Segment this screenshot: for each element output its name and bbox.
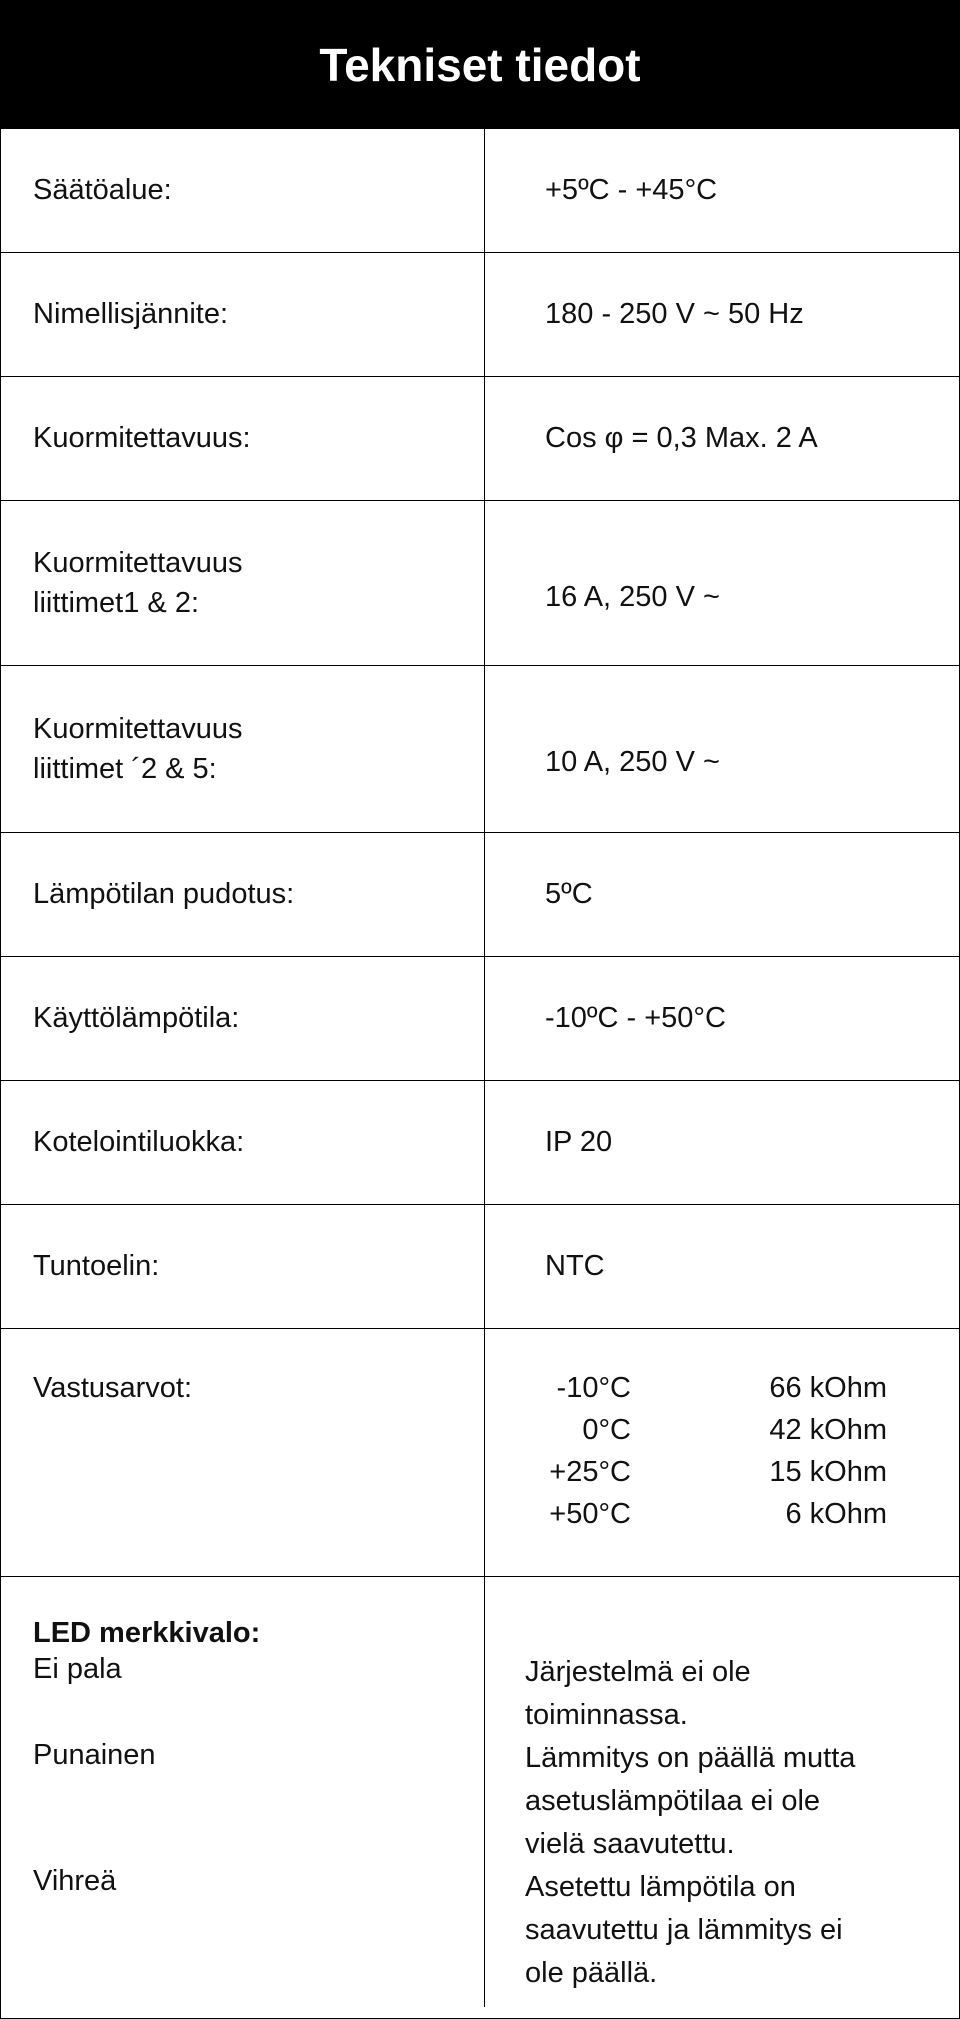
spec-value-cell — [485, 501, 959, 665]
spec-label: Tuntoelin: — [1, 1205, 485, 1328]
spec-row-enclosure-class — [1, 1081, 959, 1205]
led-descriptions — [525, 1651, 939, 1995]
resistance-temp: +50°C — [549, 1498, 631, 1530]
spec-value: Cos φ = 0,3 Max. 2 A — [545, 422, 818, 454]
spec-label: Säätöalue: — [1, 129, 485, 252]
spec-label — [1, 666, 485, 832]
led-desc-line: ole päällä. — [525, 1957, 658, 1989]
spec-label-cell — [1, 1329, 485, 1576]
led-state-red: Punainen — [33, 1739, 156, 1771]
led-desc-line: Lämmitys on päällä mutta — [525, 1742, 856, 1774]
spec-label-line: Kuormitettavuus — [33, 713, 243, 745]
led-state-green: Vihreä — [33, 1865, 117, 1897]
led-desc-line: saavutettu ja lämmitys ei — [525, 1914, 843, 1946]
spec-row-adjustment-range — [1, 129, 959, 253]
spec-label-line: liittimet ´2 & 5: — [33, 753, 217, 785]
spec-value-cell — [485, 1577, 959, 2007]
spec-label: Kuormitettavuus: — [1, 377, 485, 500]
spec-label-line: Kuormitettavuus — [33, 547, 243, 579]
resistance-temp: -10°C — [556, 1372, 631, 1404]
spec-label: Käyttölämpötila: — [1, 957, 485, 1080]
spec-row-sensor — [1, 1205, 959, 1329]
resistance-ohm: 42 kOhm — [769, 1414, 887, 1446]
led-desc-line: vielä saavutettu. — [525, 1828, 735, 1860]
spec-label: Vastusarvot: — [33, 1372, 193, 1404]
spec-row-load-capacity — [1, 377, 959, 501]
page-title: Tekniset tiedot — [1, 1, 959, 129]
spec-value: 180 - 250 V ~ 50 Hz — [545, 298, 804, 330]
led-heading: LED merkkivalo: — [33, 1617, 261, 1649]
spec-row-led-indicator — [1, 1577, 959, 2007]
resistance-ohm: 15 kOhm — [769, 1456, 887, 1488]
spec-value: IP 20 — [545, 1126, 613, 1158]
spec-row-temperature-drop — [1, 833, 959, 957]
spec-value: 16 A, 250 V ~ — [545, 581, 720, 613]
spec-value: 5ºC — [545, 878, 593, 910]
led-state-off: Ei pala — [33, 1653, 122, 1685]
spec-row-resistance-values — [1, 1329, 959, 1577]
spec-label-cell — [1, 1577, 485, 2007]
led-desc-line: asetuslämpötilaa ei ole — [525, 1785, 821, 1817]
spec-label — [1, 501, 485, 665]
spec-row-load-terminals-2-5 — [1, 666, 959, 833]
spec-value: -10ºC - +50°C — [545, 1002, 726, 1034]
led-desc-line: toiminnassa. — [525, 1699, 688, 1731]
spec-label-line: liittimet1 & 2: — [33, 587, 199, 619]
resistance-temp: +25°C — [549, 1456, 631, 1488]
spec-label: Kotelointiluokka: — [1, 1081, 485, 1204]
spec-label: Nimellisjännite: — [1, 253, 485, 376]
spec-row-load-terminals-1-2 — [1, 501, 959, 666]
spec-label: Lämpötilan pudotus: — [1, 833, 485, 956]
spec-value: NTC — [545, 1250, 605, 1282]
resistance-ohm: 66 kOhm — [769, 1372, 887, 1404]
resistance-temp: 0°C — [582, 1414, 631, 1446]
led-desc-line: Asetettu lämpötila on — [525, 1871, 796, 1903]
spec-row-operating-temperature — [1, 957, 959, 1081]
spec-value-cell — [485, 666, 959, 832]
spec-value: 10 A, 250 V ~ — [545, 746, 720, 778]
spec-value-cell — [485, 1329, 959, 1576]
spec-row-rated-voltage — [1, 253, 959, 377]
led-label-block — [33, 1613, 261, 1897]
resistance-table — [525, 1367, 887, 1535]
resistance-ohm: 6 kOhm — [785, 1498, 887, 1530]
led-desc-line: Järjestelmä ei ole — [525, 1656, 751, 1688]
spec-value: +5ºC - +45°C — [545, 174, 718, 206]
